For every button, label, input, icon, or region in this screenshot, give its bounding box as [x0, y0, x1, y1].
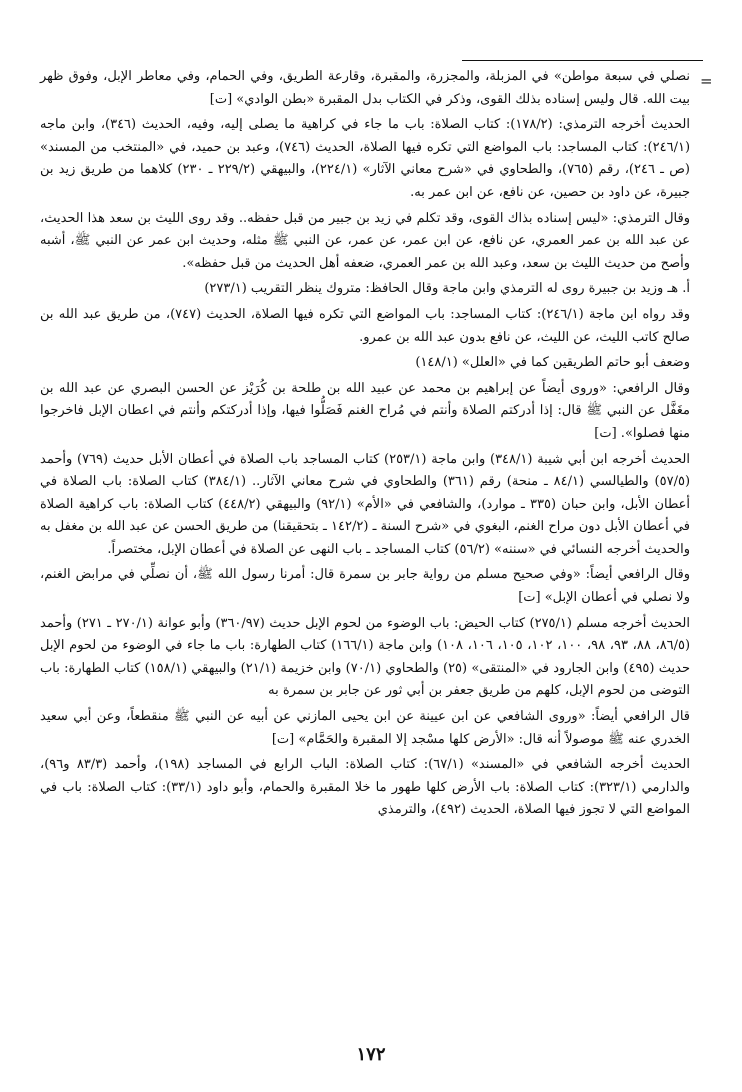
paragraph: الحديث أخرجه مسلم (٢٧٥/١) كتاب الحيض: باب الوضوء من لحوم الإبل حديث (٣٦٠/٩٧) وأبو عوانة (٢٧٠/١ ـ ٢٧١) وأحمد (٨٦/٥، ٨٨، ٩٣، ٩٨، ١٠٠، ١٠٢، ١٠٥، ١٠٦، ١٠٨) وابن ماجة (١٦٦/١) كتاب الطهارة: باب ما جاء في الوضوء من لحوم الإبل حديث (٤٩٥) وابن الجارود في «المنتقى» (٢٥) والطحاوي (٧٠/١) وابن خزيمة (٢١/١) والبيهقي (١٥٨/١) كتاب الطهارة: باب التوضى من لحوم الإبل، كلهم من طريق جعفر بن أبي ثور عن جابر بن سمرة به: [40, 615, 691, 699]
paragraph: قال الرافعي أيضاً: «وروى الشافعي عن ابن عيينة عن ابن يحيى المازني عن أبيه عن النبي ﷺ منقطعاً، وعن أبي سعيد الخدري عنه ﷺ موصولاً أنه قال: «الأرض كلها مسْجد إلا المقبرة والحَمَّام» [ت]: [40, 709, 690, 747]
paragraph: الحديث أخرجه الترمذي: (١٧٨/٢): كتاب الصلاة: باب ما جاء في كراهية ما يصلى إليه، وفيه، الحديث (٣٤٦)، وابن ماجه (٢٤٦/١): كتاب المساجد: باب المواضع التي تكره فيها الصلاة، الحديث (٧٤٦)، وعبد بن حميد، في «المنتخب من المسند» (ص ـ ٢٤٦)، رقم (٧٦٥)، والطحاوي في «شرح معاني الآثار» (٢٢٤/١)، والبيهقي (٢٢٩/٢ ـ ٢٣٠) كلاهما من طريق زيد بن جبيرة، عن داود بن حصين، عن نافع، عن ابن عمر به.: [40, 117, 691, 200]
continuation-marker: =: [700, 72, 713, 90]
paragraph: وقال الرافعي أيضاً: «وفي صحيح مسلم من رواية جابر بن سمرة قال: أمرنا رسول الله ﷺ، أن نصلِّي في مرابض الغنم، ولا نصلي في أعطان الإبل» [ت]: [40, 567, 690, 606]
paragraph: أ. هـ وزيد بن جبيرة روى له الترمذي وابن ماجة وقال الحافظ: متروك ينظر التقريب (٢٧٣/١): [204, 281, 690, 297]
footnote-separator-line: [462, 60, 703, 61]
page-number: ١٧٢: [356, 1044, 386, 1065]
footnote-text-block: [40, 66, 690, 825]
paragraph: وضعف أبو حاتم الطريقين كما في «العلل» (١٤٨/١): [415, 355, 690, 371]
paragraph: نصلي في سبعة مواطن» في المزبلة، والمجزرة، والمقبرة، وقارعة الطريق، وفي الحمام، وفي معاطر الإبل، وفوق ظهر بيت الله. قال وليس إسناده بذلك القوى، وذكر في الكتاب بدل المقبرة «بطن الوادي» [ت]: [40, 69, 690, 107]
paragraph: الحديث أخرجه الشافعي في «المسند» (٦٧/١): كتاب الصلاة: الباب الرابع في المساجد (١٩٨)، وأحمد (٨٣/٣ و٩٦)، والدارمي (٣٢٣/١): كتاب الصلاة: باب الأرض كلها طهور ما خلا المقبرة والحمام، وأبو داود (٣٣/١): كتاب الصلاة: باب في المواضع التي لا تجوز فيها الصلاة، الحديث (٤٩٢)، والترمذي: [40, 757, 691, 818]
paragraph: وقال الرافعي: «وروى أيضاً عن إبراهيم بن محمد عن عبيد الله بن طلحة بن كُرَيْز عن الحسن البصري عن عبد الله بن مغَفَّل عن النبي ﷺ قال: إذا أدركتم الصلاة وأنتم في مُراح الغنم فَصَلُّوا فيها، وإذا أدركتكم وأنتم في اعطان الإبل فاخرجوا منها فصلوا». [ت]: [40, 380, 690, 441]
paragraph: وقال الترمذي: «ليس إسناده بذاك القوى، وقد تكلم في زيد بن جبير من قبل حفظه.. وقد روى الليث بن سعد هذا الحديث، عن عبد الله بن عمر العمري، عن نافع، عن ابن عمر، عن عمر، عن النبي ﷺ مثله، وحديث ابن عمر عن النبي ﷺ، أشبه وأصح من حديث الليث بن سعد، وعبد الله بن عمر العمري، ضعفه أهل الحديث من قبل حفظه».: [40, 210, 690, 271]
paragraph: وقد رواه ابن ماجة (٢٤٦/١): كتاب المساجد: باب المواضع التي تكره فيها الصلاة، الحديث (٧٤٧)، من طريق عبد الله بن صالح كاتب الليث، عن الليث، عن نافع بدون عبد الله بن عمرو.: [40, 306, 690, 345]
paragraph: الحديث أخرجه ابن أبي شيبة (٣٤٨/١) وابن ماجة (٢٥٣/١) كتاب المساجد باب الصلاة في أعطان الأبل حديث (٧٦٩) وأحمد (٥٧/٥) والطيالسي (٨٤/١ ـ منحة) رقم (٣٦١) والطحاوي في شرح معاني الآثار.. (٣٨٤/١) كتاب الصلاة: باب الصلاة في أعطان الأبل، وابن حبان (٣٣٥ ـ موارد)، والشافعي في «الأم» (٩٢/١) والبيهقي (٤٤٨/٢) كتاب الصلاة: باب كراهية الصلاة في أعطان الأبل دون مراح الغنم، البغوي في «شرح السنة ـ (١٤٢/٢ ـ بتحقيقنا) من طريق الحسن عن عبد الله بن مغفل به والحديث أخرجه النسائي في «سننه» (٥٦/٢) كتاب المساجد ـ باب النهى عن الصلاة في أعطان الإبل، مختصراً.: [40, 451, 691, 557]
